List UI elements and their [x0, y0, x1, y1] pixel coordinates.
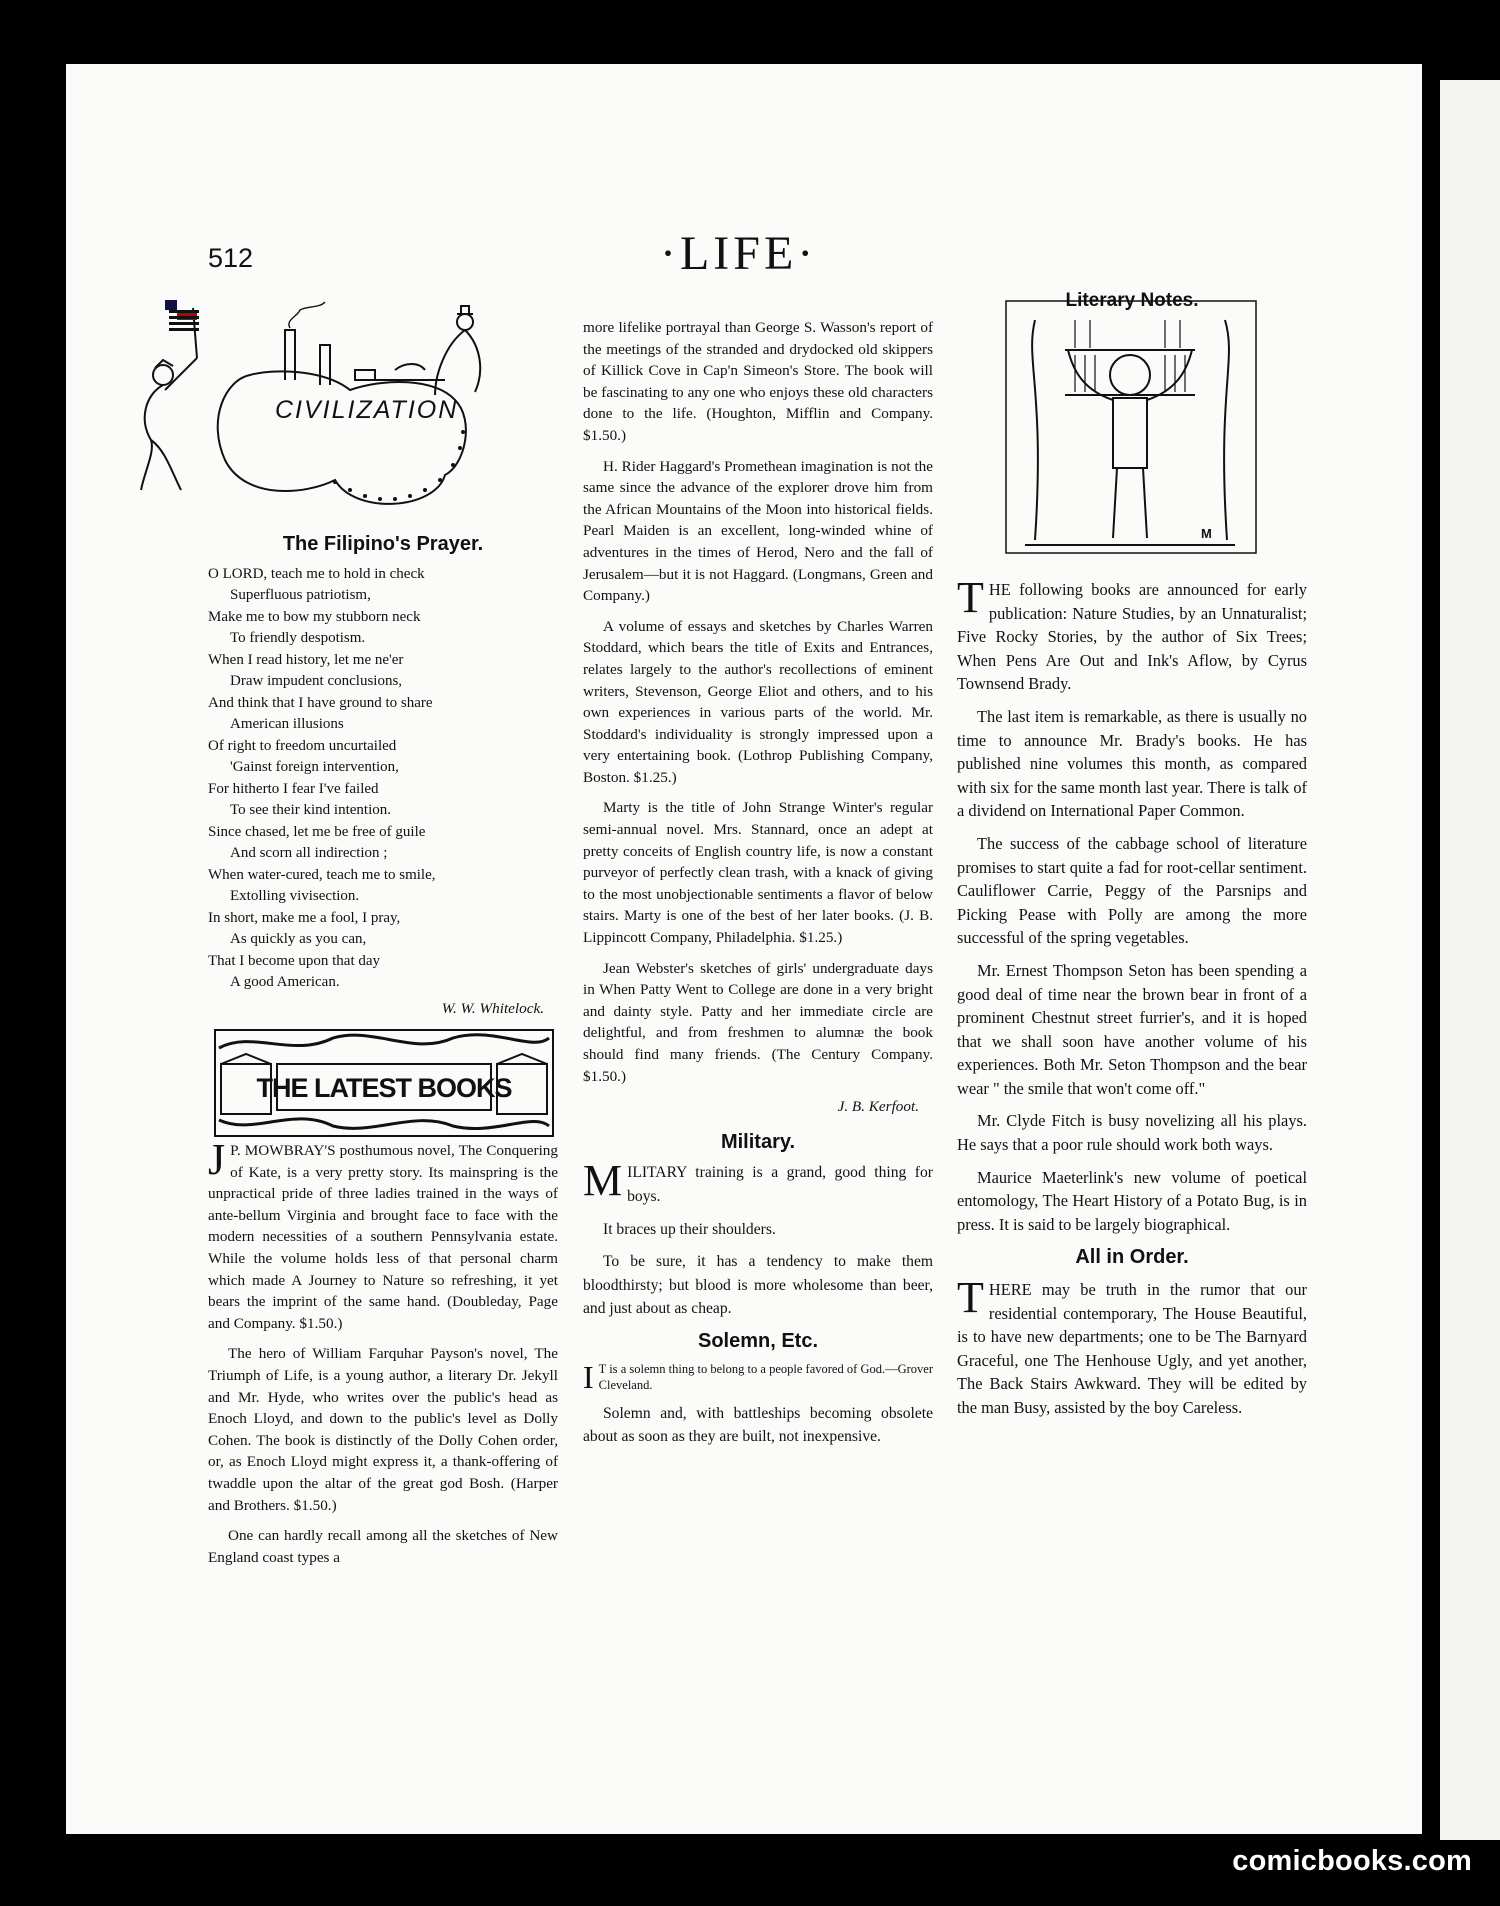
poem	[208, 564, 558, 994]
haggard-review: H. Rider Haggard's Promethean imagination is not the same since the advance of the explorer drove him from the African Mountains of the Moon into historical fields. Pearl Maiden is an excellent, long-winded whine of adventures in the times of Herod, Nero and the fall of Jerusalem—but it is not Haggard. (Longmans, Green and Company.)	[583, 457, 933, 605]
reviews-signature: J. B. Kerfoot.	[837, 1098, 919, 1116]
left-column	[208, 528, 558, 1027]
literary-notes-illustration	[1005, 300, 1257, 555]
poem-line: Superfluous patriotism,	[230, 587, 371, 604]
poem-line: For hitherto I fear I've failed	[208, 780, 379, 797]
watermark: comicbooks.com	[1232, 1845, 1472, 1877]
stoddard-review: A volume of essays and sketches by Charles Warren Stoddard, which bears the title of Exits and Entrances, relates largely to the author's recollections of eminent writers, Stevenson, George Eliot and others, and to his own experiences in various parts of the world. Mr. Stoddard's individuality is strongly impressed upon a very entertaining book. (Lothrop Publishing Company, Boston. $1.25.)	[583, 617, 933, 786]
all-in-order-title: All in Order.	[1075, 1246, 1189, 1269]
poem-line: 'Gainst foreign intervention,	[230, 759, 399, 776]
webster-review: Jean Webster's sketches of girls' undergraduate days in When Patty Went to College are done in a very bright and dainty style. Patty and her immediate circle are delightful, and from freshmen to alumnæ the book should find many friends. (The Century Company. $1.50.)	[583, 959, 933, 1085]
latest-books-banner	[213, 1028, 555, 1138]
dropcap-i: I	[583, 1358, 594, 1395]
military-p3: To be sure, it has a tendency to make them bloodthirsty; but blood is more wholesome than beer, and just about as cheap.	[583, 1253, 933, 1318]
new-england-intro: One can hardly recall among all the sketches of New England coast types a	[208, 1527, 558, 1566]
mowbray-review: P. MOWBRAY'S posthumous novel, The Conquering of Kate, is a very pretty story. Its mainspring is the unpractical pride of three ladies trained in the ways of ante-bellum Virginia and brought face to face with the modern necessities of a southern Pennsylvania estate. While the volume holds less of that personal charm which made A Journey to Nature so refreshing, it yet bears the imprint of the same hand. (Doubleday, Page and Company. $1.50.)	[208, 1142, 558, 1332]
wasson-review: more lifelike portrayal than George S. Wasson's report of the meetings of the stranded and drydocked old skippers of Killick Cove in Cap'n Simeon's Store. The book will be fascinating to any one who enjoys these old characters done to the life. (Houghton, Mifflin and Company. $1.50.)	[583, 319, 933, 444]
poem-line: And scorn all indirection ;	[230, 845, 388, 862]
right-column-title-wrap	[957, 290, 1307, 312]
dropcap-t: T	[957, 573, 984, 622]
poem-line: Make me to bow my stubborn neck	[208, 608, 421, 625]
facing-page-edge	[1440, 80, 1500, 1840]
left-column-books	[208, 1135, 558, 1577]
poem-line: As quickly as you can,	[230, 931, 367, 948]
poem-line: Since chased, let me be free of guile	[208, 823, 426, 840]
poem-line: Of right to freedom uncurtailed	[208, 737, 397, 754]
military-title: Military.	[720, 1130, 796, 1153]
solemn-quote: T is a solemn thing to belong to a people favored of God.—Grover Cleveland.	[598, 1361, 933, 1392]
poem-line: To friendly despotism.	[230, 630, 366, 647]
military-p1: ILITARY training is a grand, good thing for boys.	[627, 1164, 933, 1205]
masthead-life: ·LIFE·	[660, 227, 818, 280]
right-column	[957, 573, 1307, 1429]
dropcap-j: J	[208, 1135, 226, 1184]
poem-line: American illusions	[230, 716, 344, 733]
poem-line: That I become upon that day	[208, 952, 381, 969]
poem-line: Draw impudent conclusions,	[230, 673, 403, 690]
page-number: 512	[208, 243, 254, 273]
middle-column	[583, 317, 933, 1458]
military-p2: It braces up their shoulders.	[603, 1220, 776, 1238]
poem-line: When water-cured, teach me to smile,	[208, 866, 436, 883]
poem-line: And think that I have ground to share	[208, 694, 433, 711]
dropcap-m: M	[583, 1156, 623, 1206]
solemn-paragraph: Solemn and, with battleships becoming obsolete about as soon as they are built, not inexpensive.	[583, 1404, 933, 1446]
all-in-order-paragraph: HERE may be truth in the rumor that our residential contemporary, The House Beautiful, is to have new departments; one to be The Barnyard Graceful, one The Henhouse Ugly, and yet another, The Back Stairs Awkward. They will be edited by the man Busy, assisted by the boy Careless.	[957, 1280, 1307, 1417]
winter-review: Marty is the title of John Strange Winter's regular semi-annual novel. Mrs. Stannard, once an adept at pretty conceits of English country life, is now a constant purveyor of perfectly clean trash, with a knack of giving to the most unobjectionable sentiments a flavor of below stairs. Marty is one of the best of her later books. (J. B. Lippincott Company, Philadelphia. $1.25.)	[583, 799, 933, 947]
solemn-title: Solemn, Etc.	[697, 1329, 819, 1352]
civilization-illustration	[135, 300, 535, 525]
cabbage-school-note: The success of the cabbage school of literature promises to start quite a fad for root-cellar sentiment. Cauliflower Carrie, Peggy of the Parsnips and Picking Pease with Polly are among the more successful of the spring vegetables.	[957, 833, 1307, 948]
announced-books: HE following books are announced for early publication: Nature Studies, by an Unnaturalist; Five Rocky Stories, by the author of Six Trees; When Pens Are Out and Ink's Aflow, by Cyrus Townsend Brady.	[957, 580, 1307, 694]
brady-note: The last item is remarkable, as there is usually no time to announce Mr. Brady's books. He has published nine volumes this month, as compared with six for the same month last year. There is talk of a dividend on International Paper Common.	[957, 706, 1307, 821]
seton-note: Mr. Ernest Thompson Seton has been spending a good deal of time near the brown bear in front of a prominent Chestnut street furrier's, and it is hoped that we shall soon have another volume of his experiences. Both Mr. Seton Thompson and the bear wear " the smile that won't come off."	[957, 960, 1307, 1098]
poem-title: The Filipino's Prayer.	[282, 533, 484, 555]
civilization-label: CIVILIZATION	[275, 396, 459, 424]
poem-signature: W. W. Whitelock.	[441, 999, 544, 1017]
poem-line: To see their kind intention.	[230, 802, 392, 819]
poem-line: A good American.	[230, 974, 340, 991]
poem-line: O LORD, teach me to hold in check	[208, 565, 425, 582]
poem-line: Extolling vivisection.	[230, 888, 360, 905]
fitch-note: Mr. Clyde Fitch is busy novelizing all his plays. He says that a poor rule should work both ways.	[957, 1111, 1307, 1155]
banner-text: THE LATEST BOOKS	[256, 1073, 512, 1103]
literary-notes-title: Literary Notes.	[1065, 290, 1199, 311]
poem-line: In short, make me a fool, I pray,	[208, 909, 401, 926]
dropcap-t2: T	[957, 1273, 984, 1323]
payson-review: The hero of William Farquhar Payson's novel, The Triumph of Life, is a young author, a literary Dr. Jekyll and Mr. Hyde, who writes over the public's head as Enoch Lloyd, and down to the public's level as Dolly Cohen. The book is distinctly of the Dolly Cohen order, or, as Enoch Lloyd might express it, a thank-offering of twaddle upon the altar of the great god Bosh. (Harper and Brothers. $1.50.)	[208, 1345, 558, 1514]
maeterlink-note: Maurice Maeterlink's new volume of poetical entomology, The Heart History of a Potato Bug, is in press. It is said to be largely biographical.	[957, 1167, 1307, 1234]
poem-line: When I read history, let me ne'er	[208, 651, 404, 668]
artist-monogram: M	[1201, 526, 1212, 541]
